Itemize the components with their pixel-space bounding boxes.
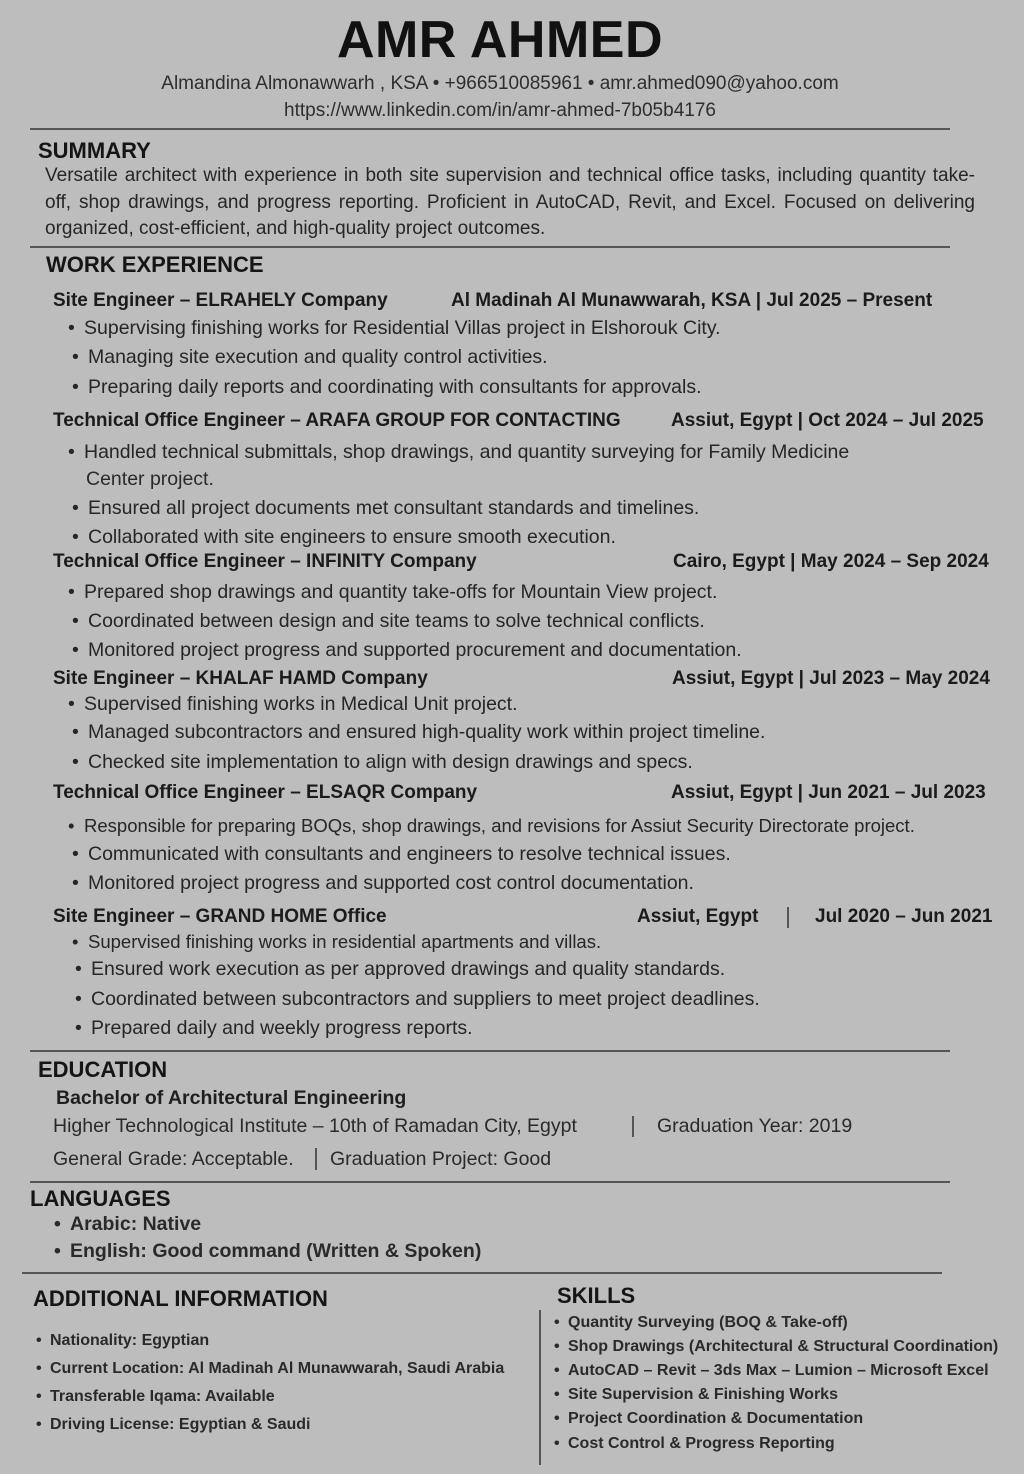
- job-meta: Assiut, Egypt | Jul 2023 – May 2024: [672, 668, 990, 689]
- job-bullet: • Communicated with consultants and engineers to resolve technical issues.: [72, 843, 731, 866]
- contact-line: Almandina Almonawwarh , KSA • +966510085961 • amr.ahmed090@yahoo.com: [161, 73, 839, 94]
- skill-item: • AutoCAD – Revit – 3ds Max – Lumion – Microsoft Excel: [554, 1362, 989, 1380]
- job-title: Site Engineer – GRAND HOME Office: [53, 906, 387, 927]
- divider: [30, 246, 950, 248]
- languages-heading: LANGUAGES: [30, 1186, 171, 1211]
- separator: [787, 907, 789, 928]
- job-bullet: • Supervised finishing works in residential apartments and villas.: [72, 931, 601, 953]
- linkedin-url[interactable]: https://www.linkedin.com/in/amr-ahmed-7b05b4176: [284, 100, 716, 121]
- additional-info-heading: ADDITIONAL INFORMATION: [33, 1286, 328, 1311]
- job-bullet: • Prepared shop drawings and quantity take-offs for Mountain View project.: [68, 581, 717, 604]
- job-bullet: • Managing site execution and quality control activities.: [72, 346, 548, 369]
- job-meta: Al Madinah Al Munawwarah, KSA | Jul 2025 – Present: [451, 290, 933, 311]
- language-item: • English: Good command (Written & Spoken): [54, 1240, 481, 1263]
- education-heading: EDUCATION: [38, 1057, 168, 1082]
- job-dates: Jul 2020 – Jun 2021: [815, 906, 993, 927]
- job-bullet: • Coordinated between design and site teams to solve technical conflicts.: [72, 610, 705, 633]
- institute: Higher Technological Institute – 10th of Ramadan City, Egypt: [53, 1115, 577, 1137]
- job-meta: Assiut, Egypt | Oct 2024 – Jul 2025: [671, 410, 984, 431]
- divider: [30, 128, 950, 130]
- job-bullet: • Ensured work execution as per approved drawings and quality standards.: [75, 958, 725, 981]
- job-meta: Cairo, Egypt | May 2024 – Sep 2024: [673, 551, 989, 572]
- additional-item: • Transferable Iqama: Available: [36, 1388, 275, 1406]
- job-bullet: • Coordinated between subcontractors and suppliers to meet project deadlines.: [75, 988, 760, 1011]
- job-title: Technical Office Engineer – INFINITY Company: [53, 551, 477, 572]
- additional-item: • Nationality: Egyptian: [36, 1332, 209, 1350]
- job-bullet: • Monitored project progress and supported procurement and documentation.: [72, 639, 742, 662]
- skill-item: • Cost Control & Progress Reporting: [554, 1435, 835, 1453]
- graduation-year: Graduation Year: 2019: [657, 1115, 853, 1137]
- degree: Bachelor of Architectural Engineering: [56, 1087, 407, 1109]
- job-bullet: • Managed subcontractors and ensured high-quality work within project timeline.: [72, 721, 765, 744]
- experience-heading: WORK EXPERIENCE: [46, 252, 264, 277]
- job-bullet: • Preparing daily reports and coordinating with consultants for approvals.: [72, 376, 702, 399]
- job-bullet: • Supervised finishing works in Medical Unit project.: [68, 693, 518, 716]
- column-divider: [539, 1310, 541, 1465]
- divider: [30, 1050, 950, 1052]
- job-location: Assiut, Egypt: [637, 906, 759, 927]
- divider: [30, 1181, 950, 1183]
- job-bullet: • Handled technical submittals, shop drawings, and quantity surveying for Family Medicine: [68, 441, 849, 464]
- job-bullet: • Ensured all project documents met consultant standards and timelines.: [72, 497, 699, 520]
- divider: [22, 1272, 942, 1274]
- graduation-project: Graduation Project: Good: [330, 1148, 552, 1170]
- skill-item: • Shop Drawings (Architectural & Structural Coordination): [554, 1338, 998, 1356]
- job-title: Site Engineer – KHALAF HAMD Company: [53, 668, 428, 689]
- summary-text: Versatile architect with experience in both site supervision and technical office tasks, including quantity take-off, shop drawings, and progress reporting. Proficient in AutoCAD, Revit, and Excel. Focused on delivering organized, cost-efficient, and high-quality project outcomes.: [45, 165, 975, 239]
- job-bullet: • Monitored project progress and supported cost control documentation.: [72, 872, 694, 895]
- resume-name: AMR AHMED: [336, 11, 664, 69]
- skills-heading: SKILLS: [557, 1283, 636, 1308]
- general-grade: General Grade: Acceptable.: [53, 1148, 294, 1170]
- job-meta: Assiut, Egypt | Jun 2021 – Jul 2023: [671, 782, 986, 803]
- additional-item: • Current Location: Al Madinah Al Munawwarah, Saudi Arabia: [36, 1360, 504, 1378]
- job-bullet-continued: Center project.: [86, 468, 214, 490]
- job-title: Technical Office Engineer – ELSAQR Company: [53, 782, 478, 803]
- job-title: Technical Office Engineer – ARAFA GROUP FOR CONTACTING: [53, 410, 621, 431]
- summary-heading: SUMMARY: [38, 138, 151, 163]
- job-bullet: • Collaborated with site engineers to ensure smooth execution.: [72, 526, 616, 549]
- skill-item: • Project Coordination & Documentation: [554, 1410, 863, 1428]
- separator: [632, 1116, 634, 1137]
- skill-item: • Quantity Surveying (BOQ & Take-off): [554, 1314, 848, 1332]
- job-title: Site Engineer – ELRAHELY Company: [53, 290, 388, 311]
- skill-item: • Site Supervision & Finishing Works: [554, 1386, 838, 1404]
- job-bullet: • Prepared daily and weekly progress reports.: [75, 1017, 473, 1040]
- language-item: • Arabic: Native: [54, 1213, 201, 1236]
- job-bullet: • Checked site implementation to align with design drawings and specs.: [72, 751, 693, 774]
- separator: [315, 1148, 317, 1170]
- additional-item: • Driving License: Egyptian & Saudi: [36, 1416, 311, 1434]
- job-bullet: • Responsible for preparing BOQs, shop drawings, and revisions for Assiut Security Directorate project.: [68, 815, 915, 837]
- job-bullet: • Supervising finishing works for Residential Villas project in Elshorouk City.: [68, 317, 721, 340]
